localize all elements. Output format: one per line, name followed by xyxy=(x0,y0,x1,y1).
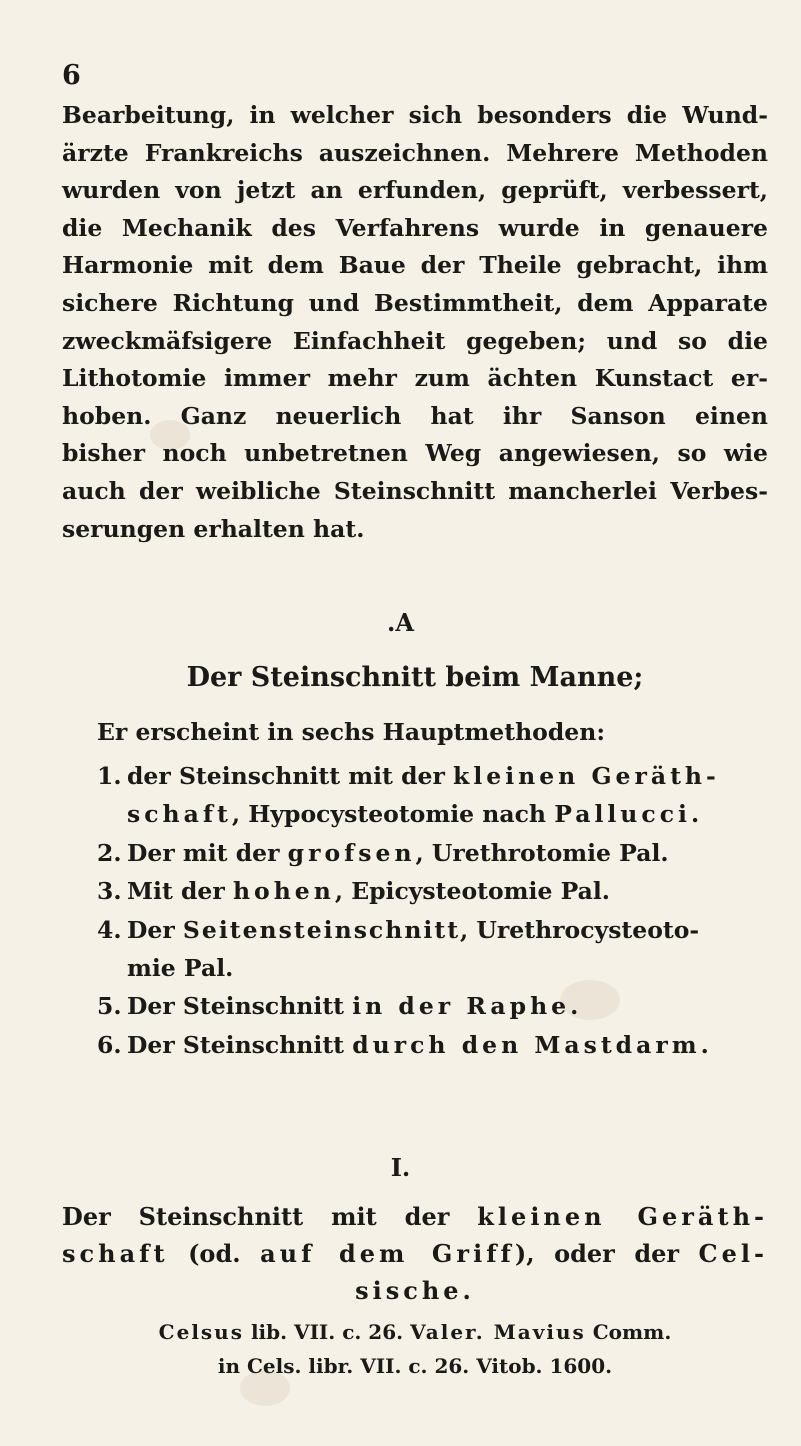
citation xyxy=(62,1315,768,1383)
item-text: , Urethrotomie Pal. xyxy=(415,838,669,867)
citation-line: in Cels. libr. VII. c. 26. Vitob. 1600. xyxy=(217,1354,613,1378)
heading-text: ), oder der xyxy=(514,1239,699,1268)
citation-author: Valer. Mavius xyxy=(410,1320,586,1344)
list-item xyxy=(97,911,768,988)
heading-spaced-text: auf dem Griff xyxy=(260,1239,515,1268)
item-spaced-text: Pallucci. xyxy=(554,800,704,829)
page-number: 6 xyxy=(62,60,81,91)
heading-line xyxy=(62,1198,768,1235)
paragraph-line: zweckmäfsigere Einfachheit gegeben; und so die xyxy=(62,326,768,355)
item-text: Der xyxy=(127,915,183,944)
item-number: 2. xyxy=(97,838,122,867)
paragraph-line: Bearbeitung, in welcher sich besonders die Wund- xyxy=(62,101,768,129)
paragraph-line: Lithotomie immer mehr zum ächten Kunstact er- xyxy=(62,364,768,393)
paragraph-line: auch der weibliche Steinschnitt mancherlei Verbes- xyxy=(62,476,768,505)
item-spaced-text: schaft xyxy=(127,800,232,829)
heading-spaced-text: Cel- xyxy=(698,1239,768,1268)
paragraph-line: sichere Richtung und Bestimmtheit, dem Apparate xyxy=(62,288,768,317)
list-item xyxy=(97,872,768,910)
methods-list xyxy=(97,757,768,1064)
citation-line xyxy=(62,1315,768,1349)
list-item xyxy=(97,757,768,834)
list-item xyxy=(97,834,768,872)
heading-spaced-text: kleinen Geräth- xyxy=(477,1202,768,1231)
item-number: 6. xyxy=(97,1030,122,1059)
citation-text: lib. VII. c. 26. xyxy=(243,1320,411,1344)
heading-line xyxy=(62,1235,768,1272)
citation-author: Celsus xyxy=(158,1320,244,1344)
section-intro: Er erscheint in sechs Hauptmethoden: xyxy=(97,718,605,746)
heading-text: (od. xyxy=(168,1239,261,1268)
item-spaced-text: grofsen xyxy=(287,838,416,867)
paragraph-line: hoben. Ganz neuerlich hat ihr Sanson einen xyxy=(62,401,768,430)
paragraph-line: serungen erhalten hat. xyxy=(62,514,365,543)
section-letter: .A xyxy=(387,608,414,637)
item-number: 4. xyxy=(97,915,122,944)
section-heading: Der Steinschnitt beim Manne; xyxy=(186,662,644,693)
item-spaced-text: in der Raphe. xyxy=(352,992,583,1021)
item-spaced-text: Seitensteinschnitt xyxy=(182,915,461,944)
item-text: , Epicysteotomie Pal. xyxy=(334,877,610,906)
item-text: Der Steinschnitt xyxy=(127,1030,353,1059)
item-text: Mit der xyxy=(127,877,233,906)
item-text: der Steinschnitt mit der xyxy=(127,762,454,790)
paragraph-line: Harmonie mit dem Baue der Theile gebracht, ihm xyxy=(62,251,768,280)
body-paragraph xyxy=(62,97,768,548)
section-number: I. xyxy=(390,1153,411,1182)
paragraph-line: bisher noch unbetretnen Weg angewiesen, so wie xyxy=(62,439,768,468)
item-spaced-text: kleinen Geräth- xyxy=(453,762,720,790)
paragraph-line: wurden von jetzt an erfunden, geprüft, verbessert, xyxy=(62,176,768,205)
heading-text: Der Steinschnitt mit der xyxy=(62,1202,478,1231)
citation-text: Comm. xyxy=(585,1320,672,1344)
heading-spaced-text: schaft xyxy=(62,1239,169,1268)
list-item xyxy=(97,1026,768,1064)
item-text: Der mit der xyxy=(127,838,288,867)
paragraph-line: die Mechanik des Verfahrens wurde in genauere xyxy=(62,213,768,242)
item-text: , Hypocysteotomie nach xyxy=(231,800,555,829)
item-number: 5. xyxy=(97,992,122,1021)
item-text: mie Pal. xyxy=(127,954,234,983)
item-text: , Urethrocysteoto- xyxy=(460,915,700,944)
paragraph-line: ärzte Frankreichs auszeichnen. Mehrere Methoden xyxy=(62,138,768,167)
item-number: 1. xyxy=(97,762,122,790)
heading-line: sische. xyxy=(355,1276,475,1305)
list-item xyxy=(97,987,768,1025)
item-text: Der Steinschnitt xyxy=(127,992,353,1021)
item-spaced-text: durch den Mastdarm. xyxy=(352,1030,713,1059)
item-spaced-text: hohen xyxy=(232,877,335,906)
item-number: 3. xyxy=(97,877,122,906)
section-heading xyxy=(62,1198,768,1309)
